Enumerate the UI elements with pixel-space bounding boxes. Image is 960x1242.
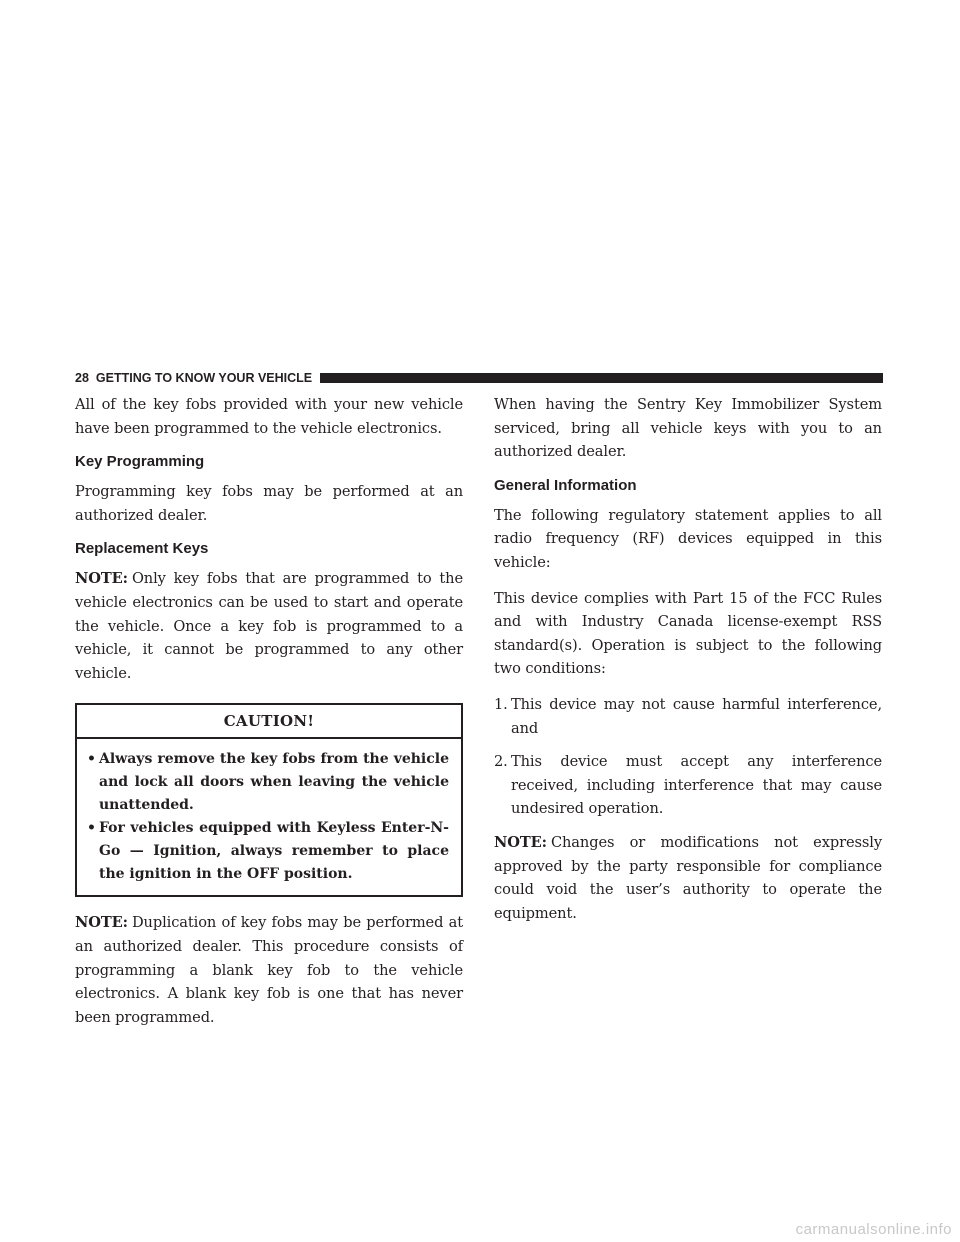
replacement-keys-heading: Replacement Keys [75, 540, 209, 558]
caution-item: • For vehicles equipped with Keyless Enter-N-Go — Ignition, always remember to place the ignition in the OFF position. [87, 817, 449, 886]
condition-item: 2. This device must accept any interference received, including interference that may cause undesired operation. [494, 753, 882, 818]
note-text: Only key fobs that are programmed to the vehicle electronics can be used to start and operate the vehicle. Once a key fob is programmed to a vehicle, it cannot be programmed to any other vehicle. [75, 570, 463, 682]
key-programming-heading: Key Programming [75, 453, 205, 471]
page-number: 28 [75, 370, 89, 385]
page-header [75, 370, 883, 385]
regulatory-statement: The following regulatory statement applies to all radio frequency (RF) devices equipped in this vehicle: [494, 506, 882, 571]
fcc-compliance: This device complies with Part 15 of the FCC Rules and with Industry Canada license-exempt RSS standard(s). Operation is subject to the following two conditions: [494, 589, 882, 678]
note-label: NOTE: [75, 570, 128, 588]
caution-title: CAUTION! [77, 705, 461, 739]
condition-item: 1. This device may not cause harmful interference, and [494, 695, 882, 737]
right-column [494, 393, 882, 937]
note-label: NOTE: [494, 833, 547, 851]
watermark: carmanualsonline.info [795, 1221, 952, 1238]
note-text: Duplication of key fobs may be performed at an authorized dealer. This procedure consists of programming a blank key fob to the vehicle electronics. A blank key fob is one that has never been programmed. [75, 914, 463, 1026]
note-label: NOTE: [75, 914, 128, 932]
caution-item: • Always remove the key fobs from the vehicle and lock all doors when leaving the vehicle unattended. [87, 748, 449, 817]
key-programming-text: Programming key fobs may be performed at an authorized dealer. [75, 483, 463, 524]
caution-box [75, 703, 463, 897]
replacement-keys-note [75, 567, 463, 685]
modifications-note [494, 831, 882, 925]
header-rule [320, 373, 883, 383]
conditions-list [494, 693, 882, 821]
bullet-icon: • [87, 751, 96, 768]
intro-paragraph: All of the key fobs provided with your new vehicle have been programmed to the vehicle electronics. [75, 396, 463, 437]
note-text: Changes or modifications not expressly approved by the party responsible for compliance could void the user’s authority to operate the equipment. [494, 833, 882, 922]
section-title: GETTING TO KNOW YOUR VEHICLE [95, 370, 313, 385]
duplication-note [75, 911, 463, 1029]
bullet-icon: • [87, 820, 96, 837]
sentry-key-paragraph: When having the Sentry Key Immobilizer System serviced, bring all vehicle keys with you to an authorized dealer. [494, 396, 882, 461]
caution-list [77, 739, 461, 895]
left-column [75, 393, 463, 1041]
general-information-heading: General Information [494, 476, 637, 494]
